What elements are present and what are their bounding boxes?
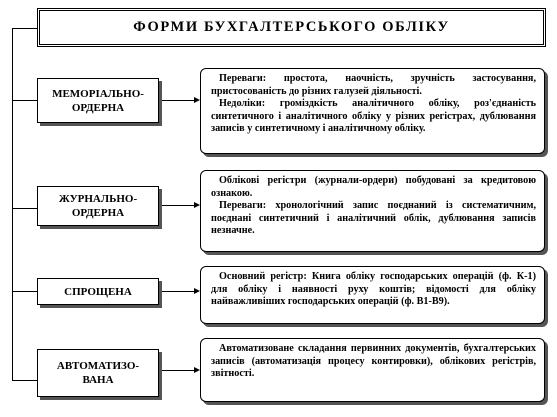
desc-para bbox=[211, 200, 536, 238]
desc-para bbox=[211, 271, 536, 309]
title-box bbox=[37, 8, 546, 47]
desc-lead: Переваги: bbox=[219, 200, 267, 212]
desc-text: Основний регістр: Книга обліку господарських операцій (ф. К-1) для обліку і наявності руху коштів; відомості для обліку найважливіших господарських операцій (ф. В1-В9). bbox=[211, 271, 536, 308]
form-box-automated bbox=[37, 349, 159, 397]
link-line-3 bbox=[162, 291, 194, 292]
form-name-simplified: СПРОЩЕНА bbox=[64, 285, 132, 298]
form-box-memorial-order bbox=[37, 78, 159, 123]
desc-box-memorial-order bbox=[200, 68, 545, 154]
desc-text: громіздкість аналітичного обліку, роз'єднаність синтетичного і аналітичного обліку у різних регістрах, дублювання записів у синтетичному і аналітичному обліку. bbox=[211, 98, 536, 135]
desc-para bbox=[211, 175, 536, 200]
desc-box-automated bbox=[200, 338, 545, 402]
desc-text: Автоматизоване складання первинних документів, бухгалтерських записів (автоматизація процесу контировки), облікових регістрів, звітності. bbox=[211, 343, 536, 380]
desc-text: Облікові регістри (журнали-ордери) побудовані за кредитовою ознакою. bbox=[211, 175, 536, 199]
form-box-simplified bbox=[37, 278, 159, 305]
desc-lead: Переваги: bbox=[219, 73, 267, 84]
branch-line-2 bbox=[12, 208, 37, 209]
desc-para bbox=[211, 343, 536, 381]
desc-text: простота, наочність, зручність застосування, пристосованість до різних галузей діяльності. bbox=[211, 73, 536, 97]
branch-line-1 bbox=[12, 100, 37, 101]
form-box-journal-order bbox=[37, 186, 159, 226]
form-name-memorial-order: МЕМОРІАЛЬНО- ОРДЕРНА bbox=[52, 87, 144, 114]
spine-line bbox=[12, 28, 13, 381]
branch-line-4 bbox=[12, 380, 37, 381]
link-line-2 bbox=[162, 205, 194, 206]
title-connector bbox=[12, 28, 37, 29]
desc-box-journal-order bbox=[200, 170, 545, 252]
desc-text: хронологічний запис поєднаний із систематичним, поєднані синтетичний і аналітичний облік, дублювання записів незначне. bbox=[211, 200, 536, 237]
desc-para bbox=[211, 98, 536, 136]
link-line-1 bbox=[162, 100, 194, 101]
link-line-4 bbox=[162, 370, 194, 371]
diagram-title: ФОРМИ БУХГАЛТЕРСЬКОГО ОБЛІКУ bbox=[133, 19, 450, 35]
branch-line-3 bbox=[12, 291, 37, 292]
desc-lead: Недоліки: bbox=[219, 98, 266, 110]
form-name-automated: АВТОМАТИЗО- ВАНА bbox=[56, 360, 140, 386]
form-name-journal-order: ЖУРНАЛЬНО- ОРДЕРНА bbox=[58, 193, 138, 219]
desc-para bbox=[211, 73, 536, 98]
desc-box-simplified bbox=[200, 266, 545, 324]
